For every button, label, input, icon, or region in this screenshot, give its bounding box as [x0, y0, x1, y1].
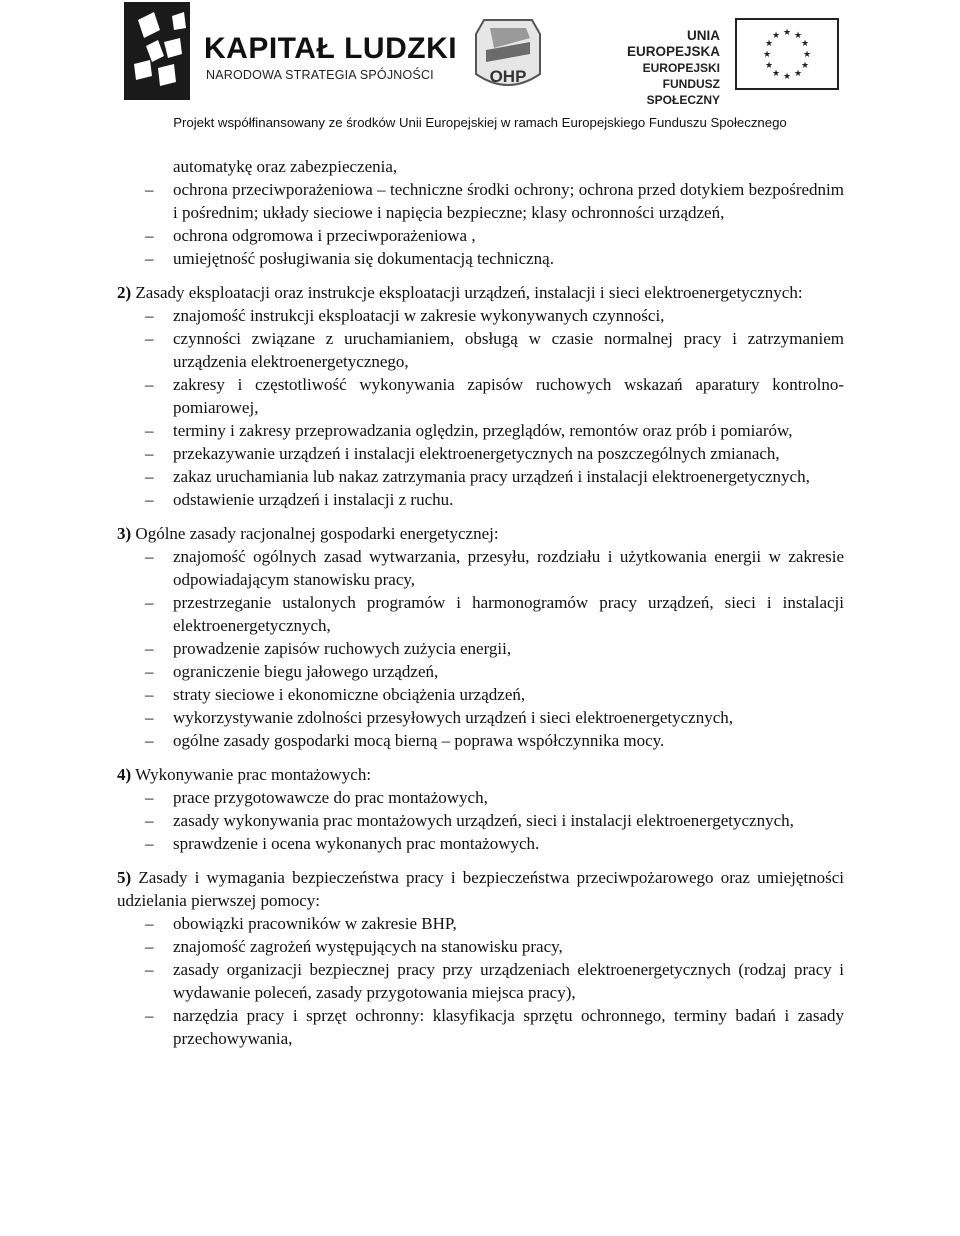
section-list-item	[117, 327, 844, 373]
list-item-text: terminy i zakresy przeprowadzania oględzin, przeglądów, remontów oraz prób i pomiarów,	[173, 421, 793, 440]
section-number: 3)	[117, 524, 132, 543]
dash-bullet: –	[145, 180, 154, 199]
section-title: Wykonywanie prac montażowych:	[135, 765, 372, 784]
project-cofinancing-line: Projekt współfinansowany ze środków Unii Europejskiej w ramach Europejskiego Funduszu Społecznego	[173, 115, 787, 130]
dash-bullet: –	[145, 960, 154, 979]
section-list-item	[117, 488, 844, 511]
section-list-item	[117, 935, 844, 958]
kapital-ludzki-emblem-icon	[124, 2, 190, 100]
section-list-item	[117, 729, 844, 752]
list-item-text: wykorzystywanie zdolności przesyłowych urządzeń i sieci elektroenergetycznych,	[173, 708, 733, 727]
section-list-item	[117, 706, 844, 729]
list-item-text: zasady wykonywania prac montażowych urządzeń, sieci i instalacji elektroenergetycznych,	[173, 811, 794, 830]
svg-text:★: ★	[771, 31, 781, 41]
section-heading	[117, 866, 844, 912]
section-gap	[117, 855, 844, 866]
section-list-item	[117, 419, 844, 442]
list-item-text: prowadzenie zapisów ruchowych zużycia energii,	[173, 639, 512, 658]
eu-flag-icon	[735, 18, 839, 90]
svg-text:★: ★	[764, 61, 774, 71]
section-list-item	[117, 591, 844, 637]
svg-text:★: ★	[793, 69, 803, 79]
svg-text:★: ★	[802, 50, 812, 60]
svg-text:★: ★	[782, 72, 792, 82]
section-list-item	[117, 304, 844, 327]
list-item-text: prace przygotowawcze do prac montażowych,	[173, 788, 488, 807]
dash-bullet: –	[145, 490, 154, 509]
intro-list-item	[117, 247, 844, 270]
list-item-text: straty sieciowe i ekonomiczne obciążenia urządzeń,	[173, 685, 526, 704]
section-list-item	[117, 809, 844, 832]
dash-bullet: –	[145, 685, 154, 704]
dash-bullet: –	[145, 421, 154, 440]
dash-bullet: –	[145, 329, 154, 348]
dash-bullet: –	[145, 306, 154, 325]
list-item-text: ochrona przeciwporażeniowa – techniczne środki ochrony; ochrona przed dotykiem bezpośrednim i pośrednim; układy sieciowe i napięcia bezpieczne; klasy ochronności urządzeń,	[173, 180, 844, 222]
list-item-text: przestrzeganie ustalonych programów i harmonogramów pracy urządzeń, sieci i instalacji elektroenergetycznych,	[173, 593, 844, 635]
section-title: Ogólne zasady racjonalnej gospodarki energetycznej:	[135, 524, 499, 543]
list-item-text: narzędzia pracy i sprzęt ochronny: klasyfikacja sprzętu ochronnego, terminy badań i zasady przechowywania,	[173, 1006, 844, 1048]
list-item-text: znajomość instrukcji eksploatacji w zakresie wykonywanych czynności,	[173, 306, 665, 325]
ue-text-block	[592, 28, 720, 108]
unia-europejska-logo	[592, 28, 852, 107]
dash-bullet: –	[145, 593, 154, 612]
list-item-text: przekazywanie urządzeń i instalacji elektroenergetycznych na poszczególnych zmianach,	[173, 444, 780, 463]
section-list-item	[117, 442, 844, 465]
dash-bullet: –	[145, 226, 154, 245]
ohp-logo	[470, 14, 546, 96]
section-number: 2)	[117, 283, 132, 302]
svg-text:★: ★	[782, 28, 792, 38]
section-title: Zasady eksploatacji oraz instrukcje eksploatacji urządzeń, instalacji i sieci elektroenergetycznych:	[135, 283, 803, 302]
section-gap	[117, 270, 844, 281]
ue-line-3: FUNDUSZ SPOŁECZNY	[646, 77, 720, 107]
ue-line-1: UNIA EUROPEJSKA	[626, 28, 720, 59]
section-gap	[117, 511, 844, 522]
svg-text:★: ★	[764, 39, 774, 49]
dash-bullet: –	[145, 788, 154, 807]
svg-text:★: ★	[793, 31, 803, 41]
kapital-ludzki-logo	[124, 2, 458, 102]
section-heading	[117, 522, 844, 545]
section-list-item	[117, 465, 844, 488]
dash-bullet: –	[145, 467, 154, 486]
ohp-label: OHP	[489, 67, 527, 86]
dash-bullet: –	[145, 708, 154, 727]
list-item-text: czynności związane z uruchamianiem, obsługą w czasie normalnej pracy i zatrzymaniem urządzenia elektroenergetycznego,	[173, 329, 844, 371]
section-list-item	[117, 958, 844, 1004]
section-heading	[117, 763, 844, 786]
dash-bullet: –	[145, 662, 154, 681]
dash-bullet: –	[145, 731, 154, 750]
section-list-item	[117, 637, 844, 660]
dash-bullet: –	[145, 639, 154, 658]
section-list-item	[117, 545, 844, 591]
list-item-text: umiejętność posługiwania się dokumentacją techniczną.	[173, 249, 554, 268]
section-gap	[117, 752, 844, 763]
intro-list-item	[117, 224, 844, 247]
list-item-text: zakaz uruchamiania lub nakaz zatrzymania pracy urządzeń i instalacji elektroenergetycznych,	[173, 467, 810, 486]
dash-bullet: –	[145, 1006, 154, 1025]
intro-list-item	[117, 178, 844, 224]
section-list-item	[117, 660, 844, 683]
dash-bullet: –	[145, 547, 154, 566]
section-number: 5)	[117, 868, 132, 887]
section-list-item	[117, 1004, 844, 1050]
list-item-text: znajomość zagrożeń występujących na stanowisku pracy,	[173, 937, 563, 956]
section-list-item	[117, 786, 844, 809]
svg-text:★: ★	[800, 39, 810, 49]
list-item-continuation: automatykę oraz zabezpieczenia,	[173, 157, 398, 176]
svg-text:★: ★	[762, 50, 772, 60]
kapital-ludzki-subtitle: NARODOWA STRATEGIA SPÓJNOŚCI	[206, 68, 434, 82]
dash-bullet: –	[145, 834, 154, 853]
section-list-item	[117, 683, 844, 706]
dash-bullet: –	[145, 375, 154, 394]
section-title: Zasady i wymagania bezpieczeństwa pracy i bezpieczeństwa przeciwpożarowego oraz umiejętności udzielania pierwszej pomocy:	[117, 868, 844, 910]
list-item-text: obowiązki pracowników w zakresie BHP,	[173, 914, 457, 933]
dash-bullet: –	[145, 914, 154, 933]
dash-bullet: –	[145, 937, 154, 956]
dash-bullet: –	[145, 444, 154, 463]
list-item-text: sprawdzenie i ocena wykonanych prac montażowych.	[173, 834, 540, 853]
section-heading	[117, 281, 844, 304]
svg-text:★: ★	[800, 61, 810, 71]
dash-bullet: –	[145, 811, 154, 830]
list-item-text: ochrona odgromowa i przeciwporażeniowa ,	[173, 226, 476, 245]
dash-bullet: –	[145, 249, 154, 268]
section-list-item	[117, 832, 844, 855]
list-item-text: odstawienie urządzeń i instalacji z ruchu.	[173, 490, 454, 509]
list-item-text: znajomość ogólnych zasad wytwarzania, przesyłu, rozdziału i użytkowania energii w zakresie odpowiadającym stanowisku pracy,	[173, 547, 844, 589]
kapital-ludzki-title: KAPITAŁ LUDZKI	[204, 32, 458, 65]
svg-text:★: ★	[771, 69, 781, 79]
list-item-text: zasady organizacji bezpiecznej pracy przy urządzeniach elektroenergetycznych (rodzaj pracy i wydawanie poleceń, zasady przygotowania miejsca pracy),	[173, 960, 844, 1002]
section-list-item	[117, 912, 844, 935]
page-header	[0, 0, 960, 140]
list-item-text: zakresy i częstotliwość wykonywania zapisów ruchowych wskazań aparatury kontrolno-pomiarowej,	[173, 375, 844, 417]
document-body	[117, 155, 844, 1050]
section-number: 4)	[117, 765, 132, 784]
section-list-item	[117, 373, 844, 419]
list-item-text: ogólne zasady gospodarki mocą bierną – poprawa współczynnika mocy.	[173, 731, 665, 750]
list-item-text: ograniczenie biegu jałowego urządzeń,	[173, 662, 439, 681]
ue-line-2: EUROPEJSKI	[642, 61, 720, 75]
